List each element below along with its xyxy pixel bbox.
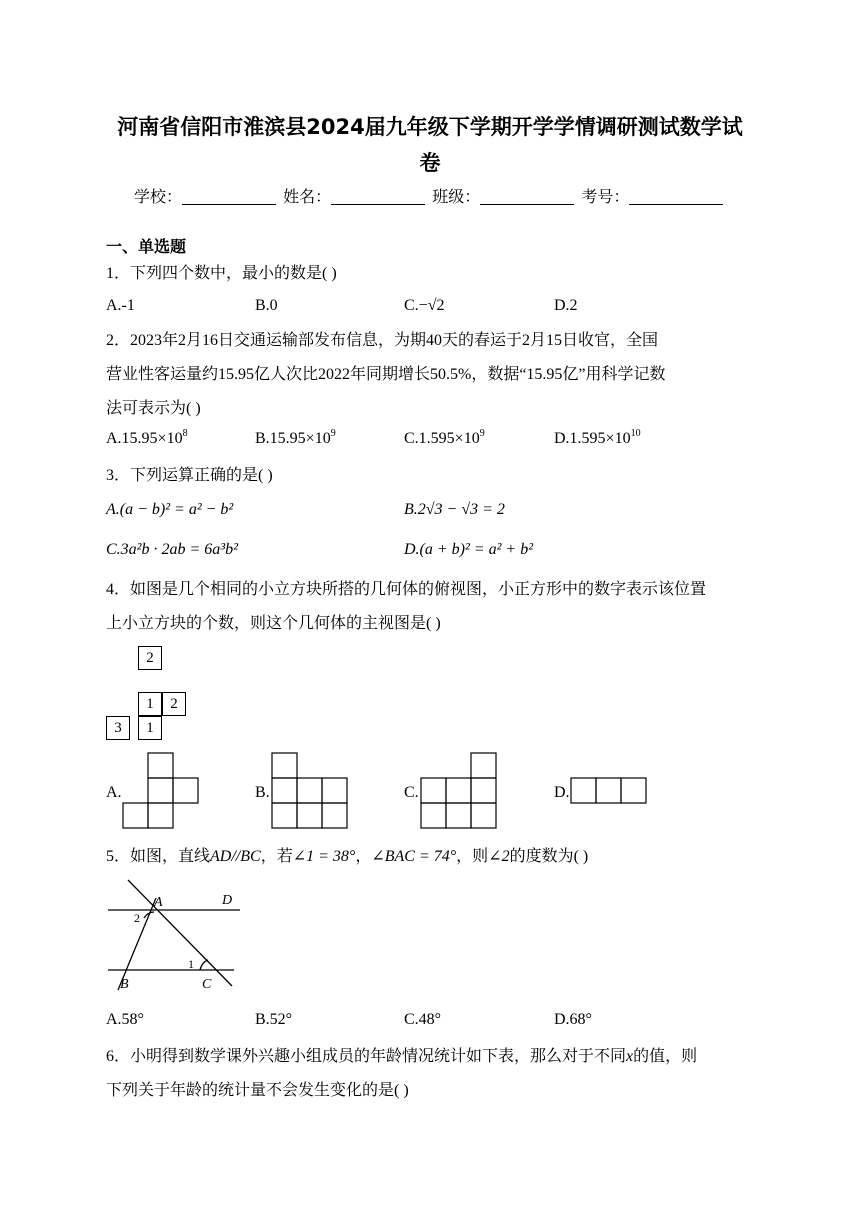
q2-option-a: $A.15.95\times 10^8$ — [106, 428, 188, 447]
q4-option-d-label: D. — [554, 784, 570, 801]
question-6-line-1: 6．小明得到数学课外兴趣小组成员的年龄情况统计如下表，那么对于不同x的值，则 — [106, 1048, 698, 1065]
number-blank[interactable] — [629, 188, 723, 205]
q3-option-b: B.2√3 − √3 = 2 — [404, 501, 505, 518]
q5-option-d: D.68° — [554, 1011, 592, 1028]
question-2-line-1: 2．2023年2月16日交通运输部发布信息，为期40天的春运于2月15日收官，全国 — [106, 332, 659, 349]
grid-cell: 1 — [138, 692, 162, 716]
student-info-line — [134, 184, 725, 207]
q5-option-a: A.58° — [106, 1011, 144, 1028]
grid-cell: 3 — [106, 716, 130, 740]
q4-option-b-label: B. — [255, 784, 270, 801]
angle-2-label: 2 — [134, 911, 140, 925]
question-2-line-3: 法可表示为( ) — [106, 400, 201, 417]
q2-option-c: $C.1.595\times 10^9$ — [404, 428, 485, 447]
label-c: C — [202, 977, 212, 992]
label-a: A — [154, 895, 163, 910]
q4-option-b-figure — [271, 752, 351, 830]
q5-option-c: C.48° — [404, 1011, 442, 1028]
top-view-diagram — [106, 646, 206, 742]
page-title-continued: 卷 — [419, 151, 441, 175]
question-3: 3．下列运算正确的是( ) — [106, 467, 273, 484]
q1-option-c: C.−√2 — [404, 297, 445, 314]
grid-spacer — [138, 670, 162, 671]
q5-option-b: B.52° — [255, 1011, 293, 1028]
q4-option-a-figure — [122, 752, 200, 830]
class-blank[interactable] — [480, 188, 574, 205]
grid-cell: 2 — [138, 646, 162, 670]
page-title: 河南省信阳市淮滨县2024届九年级下学期开学学情调研测试数学试 — [117, 115, 743, 139]
school-label: 学校： — [134, 187, 183, 206]
grid-cell: 2 — [162, 692, 186, 716]
q4-option-a-label: A. — [106, 784, 122, 801]
q4-option-d-figure — [570, 777, 650, 805]
question-5: 5．如图，直线AD//BC，若∠1 = 38°，∠BAC = 74°，则∠2的度数为( ) — [106, 848, 589, 865]
q3-option-d: D.(a + b)² = a² + b² — [404, 541, 533, 558]
parallel-lines-diagram — [104, 876, 244, 994]
question-6-line-2: 下列关于年龄的统计量不会发生变化的是( ) — [106, 1082, 409, 1099]
question-2-line-2: 营业性客运量约15.95亿人次比2022年同期增长50.5%，数据“15.95亿”用科学记数 — [106, 366, 666, 383]
q1-option-a: A.-1 — [106, 297, 135, 314]
section-heading: 一、单选题 — [106, 237, 187, 256]
q3-option-a: A.(a − b)² = a² − b² — [106, 501, 234, 518]
number-label: 考号： — [581, 187, 630, 206]
q4-option-c-label: C. — [404, 784, 419, 801]
question-1: 1．下列四个数中，最小的数是( ) — [106, 265, 337, 282]
q1-option-b: B.0 — [255, 297, 278, 314]
q2-option-d: $D.1.595\times 10^{10}$ — [554, 428, 641, 447]
label-b: B — [120, 977, 129, 992]
q2-option-b: $B.15.95\times 10^9$ — [255, 428, 336, 447]
label-d: D — [222, 893, 233, 908]
angle-1-label: 1 — [188, 957, 194, 971]
q4-option-c-figure — [420, 752, 500, 830]
question-4-line-2: 上小立方块的个数，则这个几何体的主视图是( ) — [106, 615, 441, 632]
name-label: 姓名： — [283, 187, 332, 206]
class-label: 班级： — [432, 187, 481, 206]
name-blank[interactable] — [331, 188, 425, 205]
school-blank[interactable] — [182, 188, 276, 205]
q1-option-d: D.2 — [554, 297, 578, 314]
grid-cell: 1 — [138, 716, 162, 740]
question-4-line-1: 4．如图是几个相同的小立方块所搭的几何体的俯视图，小正方形中的数字表示该位置 — [106, 581, 707, 598]
q3-option-c: C.3a²b · 2ab = 6a³b² — [106, 541, 238, 558]
